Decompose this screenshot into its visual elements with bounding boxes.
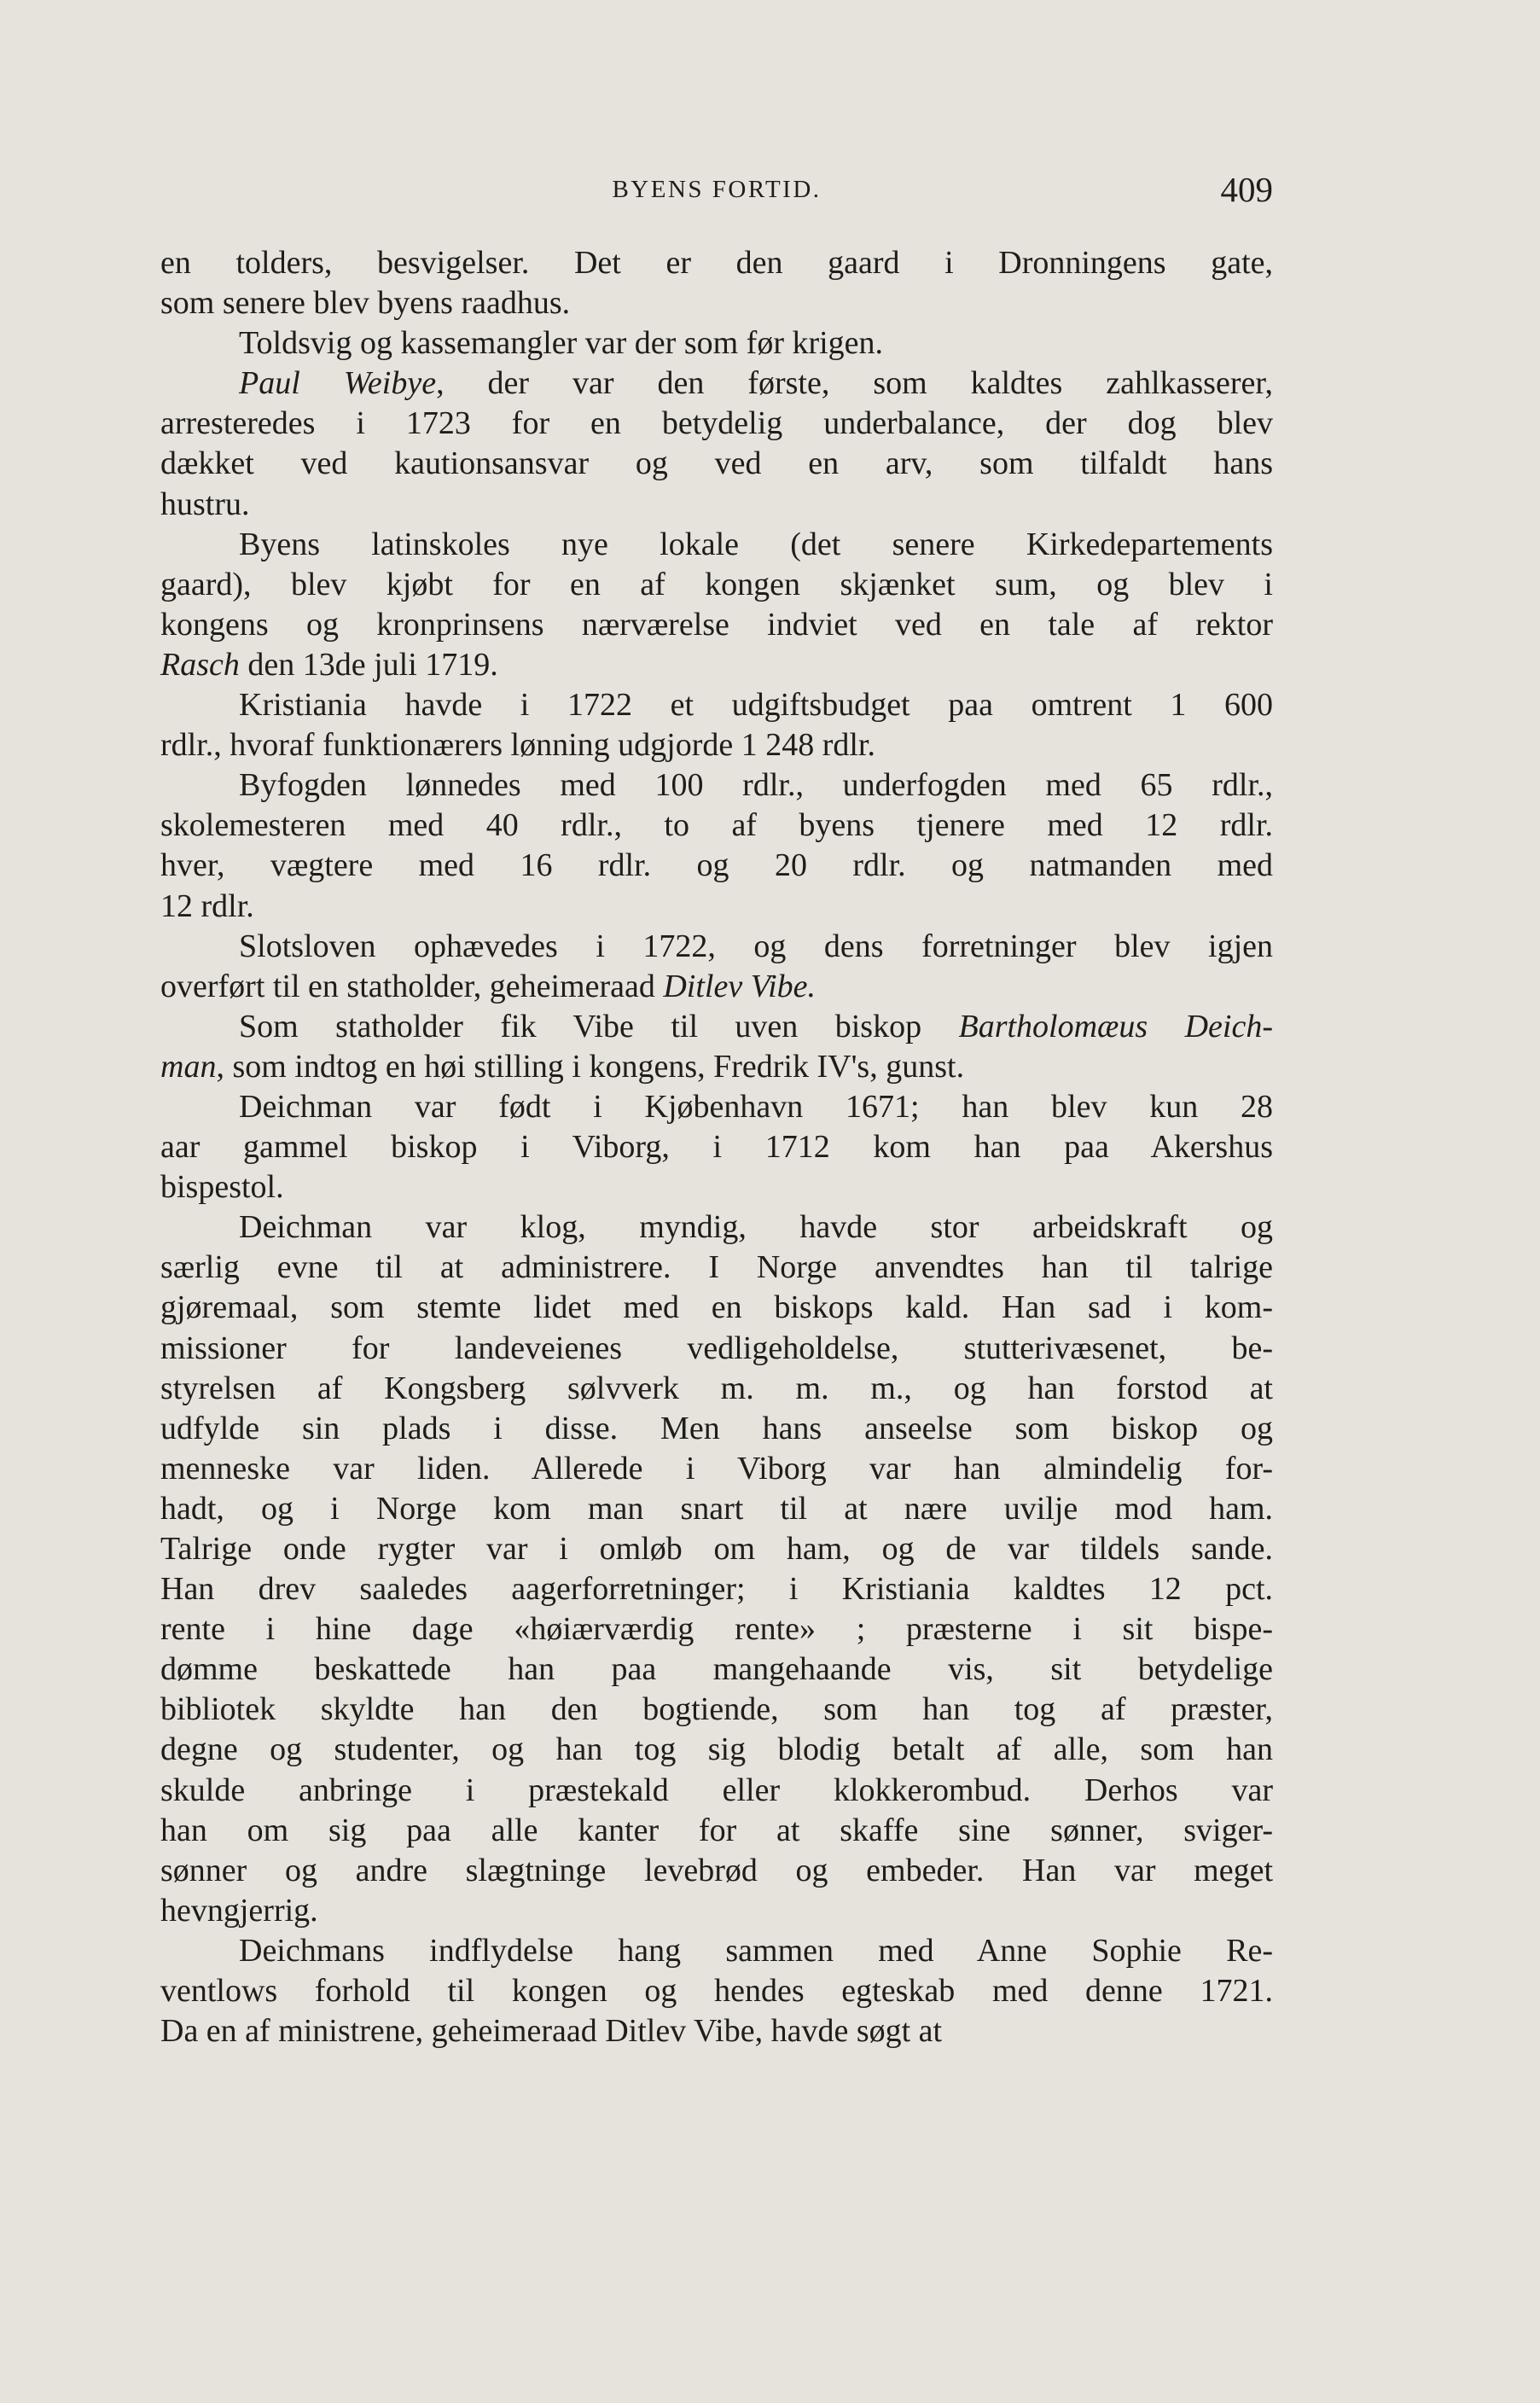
text-line <box>160 1167 1273 1207</box>
text-line <box>160 887 1273 927</box>
text-run: Slotsloven ophævedes i 1722, og dens forretninger blev igjen <box>239 928 1273 964</box>
text-line <box>160 1329 1273 1369</box>
text-line <box>160 485 1273 525</box>
text-line <box>160 1449 1273 1489</box>
italic-name: man <box>160 1048 217 1085</box>
text-run: , som indtog en høi stilling i kongens, Fredrik IV's, gunst. <box>216 1048 965 1085</box>
text-run: Deichmans indflydelse hang sammen med Anne Sophie Re- <box>239 1932 1273 1969</box>
running-title: BYENS FORTID. <box>612 176 822 203</box>
text-run: Da en af ministrene, geheimeraad Ditlev Vibe, havde søgt at <box>160 2013 943 2050</box>
text-run: Deichman var klog, myndig, havde stor arbeidskraft og <box>239 1209 1273 1246</box>
text-line <box>160 1851 1273 1891</box>
italic-name: Bartholomæus Deich- <box>958 1008 1273 1044</box>
text-run: 12 rdlr. <box>160 887 254 924</box>
text-line <box>160 806 1273 846</box>
text-line <box>160 765 1273 806</box>
italic-name: Ditlev Vibe. <box>663 968 816 1004</box>
text-line <box>160 1771 1273 1811</box>
text-line <box>160 1248 1273 1288</box>
text-run: Deichman var født i Kjøbenhavn 1671; han blev kun 28 <box>239 1088 1273 1125</box>
text-line <box>160 1087 1273 1127</box>
text-line <box>160 1047 1273 1087</box>
text-run: skolemesteren med 40 rdlr., to af byens tjenere med 12 rdlr. <box>160 807 1273 844</box>
italic-name: Rasch <box>160 646 240 683</box>
text-run: sønner og andre slægtninge levebrød og embeder. Han var meget <box>160 1852 1273 1888</box>
text-run: Kristiania havde i 1722 et udgiftsbudget paa omtrent 1 600 <box>239 687 1273 724</box>
text-run: kongens og kronprinsens nærværelse indviet ved en tale af rektor <box>160 606 1273 643</box>
text-run: skulde anbringe i præstekald eller klokkerombud. Derhos var <box>160 1772 1273 1808</box>
text-line <box>160 565 1273 605</box>
text-line <box>160 846 1273 886</box>
paragraph <box>160 927 1273 1007</box>
paragraph <box>160 525 1273 685</box>
text-line <box>160 1569 1273 1609</box>
text-run: Toldsvig og kassemangler var der som før krigen. <box>239 325 884 362</box>
text-run: arresteredes i 1723 for en betydelig underbalance, der dog blev <box>160 405 1273 442</box>
text-line <box>160 605 1273 645</box>
text-run: hevngjerrig. <box>160 1892 318 1929</box>
text-run: en tolders, besvigelser. Det er den gaard i Dronningens gate, <box>160 245 1273 281</box>
text-run: , der var den første, som kaldtes zahlkasserer, <box>436 365 1273 402</box>
text-run: missioner for landeveienes vedligeholdelse, stutterivæsenet, be- <box>160 1330 1273 1366</box>
paragraph <box>160 1007 1273 1087</box>
text-run: Som statholder fik Vibe til uven biskop <box>239 1008 959 1044</box>
text-line <box>160 404 1273 444</box>
paragraph <box>160 1207 1273 1931</box>
text-line <box>160 1529 1273 1569</box>
text-run: styrelsen af Kongsberg sølvverk m. m. m., og han forstod at <box>160 1370 1273 1406</box>
paragraph <box>160 323 1273 364</box>
text-line <box>160 364 1273 404</box>
paragraph <box>160 1087 1273 1207</box>
text-line <box>160 1609 1273 1650</box>
body-text <box>160 243 1273 2051</box>
text-run: han om sig paa alle kanter for at skaffe sine sønner, sviger- <box>160 1812 1273 1848</box>
text-line <box>160 444 1273 484</box>
text-run: aar gammel biskop i Viborg, i 1712 kom han paa Akershus <box>160 1129 1273 1166</box>
text-run: ventlows forhold til kongen og hendes egteskab med denne 1721. <box>160 1973 1273 2010</box>
paragraph <box>160 364 1273 524</box>
text-run: som senere blev byens raadhus. <box>160 285 571 322</box>
text-line <box>160 1971 1273 2011</box>
text-run: hadt, og i Norge kom man snart til at nære uvilje mod ham. <box>160 1490 1273 1527</box>
text-line <box>160 283 1273 323</box>
text-run: dømme beskattede han paa mangehaande vis, sit betydelige <box>160 1651 1273 1688</box>
text-line <box>160 1127 1273 1167</box>
text-line <box>160 645 1273 685</box>
text-line <box>160 1369 1273 1409</box>
page-number: 409 <box>1220 170 1273 209</box>
paragraph <box>160 243 1273 323</box>
text-run: dækket ved kautionsansvar og ved en arv, som tilfaldt hans <box>160 445 1273 482</box>
text-line <box>160 1288 1273 1328</box>
text-run: gjøremaal, som stemte lidet med en biskops kald. Han sad i kom- <box>160 1289 1273 1326</box>
text-line <box>160 1207 1273 1248</box>
text-line <box>160 2011 1273 2051</box>
text-run: Byfogden lønnedes med 100 rdlr., underfogden med 65 rdlr., <box>239 767 1273 804</box>
text-line <box>160 525 1273 565</box>
text-line <box>160 685 1273 725</box>
text-line <box>160 725 1273 765</box>
text-run: overført til en statholder, geheimeraad <box>160 968 664 1004</box>
text-run: hustru. <box>160 486 250 522</box>
text-line <box>160 1489 1273 1529</box>
running-head <box>160 167 1273 212</box>
text-run: Han drev saaledes aagerforretninger; i Kristiania kaldtes 12 pct. <box>160 1571 1273 1608</box>
text-line <box>160 243 1273 283</box>
text-line <box>160 1007 1273 1047</box>
text-run: bibliotek skyldte han den bogtiende, som han tog af præster, <box>160 1691 1273 1728</box>
italic-name: Paul Weibye <box>239 365 437 402</box>
text-line <box>160 1409 1273 1449</box>
text-run: særlig evne til at administrere. I Norge anvendtes han til talrige <box>160 1249 1273 1286</box>
text-run: gaard), blev kjøbt for en af kongen skjænket sum, og blev i <box>160 566 1273 602</box>
text-run: menneske var liden. Allerede i Viborg var han almindelig for- <box>160 1450 1273 1487</box>
text-line <box>160 1931 1273 1971</box>
text-run: rente i hine dage «høiærværdig rente» ; præsterne i sit bispe- <box>160 1611 1273 1648</box>
text-run: den 13de juli 1719. <box>239 646 498 683</box>
text-run: hver, vægtere med 16 rdlr. og 20 rdlr. og natmanden med <box>160 847 1273 884</box>
text-run: udfylde sin plads i disse. Men hans anseelse som biskop og <box>160 1410 1273 1446</box>
paragraph <box>160 765 1273 926</box>
text-run: bispestol. <box>160 1169 284 1206</box>
text-line <box>160 323 1273 364</box>
text-line <box>160 1730 1273 1770</box>
text-line <box>160 1690 1273 1730</box>
paragraph <box>160 685 1273 765</box>
text-line <box>160 927 1273 967</box>
text-line <box>160 967 1273 1007</box>
text-line <box>160 1650 1273 1690</box>
paragraph <box>160 1931 1273 2051</box>
text-run: Talrige onde rygter var i omløb om ham, og de var tildels sande. <box>160 1531 1273 1567</box>
text-run: Byens latinskoles nye lokale (det senere Kirkedepartements <box>239 526 1273 562</box>
text-line <box>160 1891 1273 1931</box>
text-run: rdlr., hvoraf funktionærers lønning udgjorde 1 248 rdlr. <box>160 727 875 764</box>
text-run: degne og studenter, og han tog sig blodig betalt af alle, som han <box>160 1731 1273 1768</box>
text-line <box>160 1811 1273 1851</box>
